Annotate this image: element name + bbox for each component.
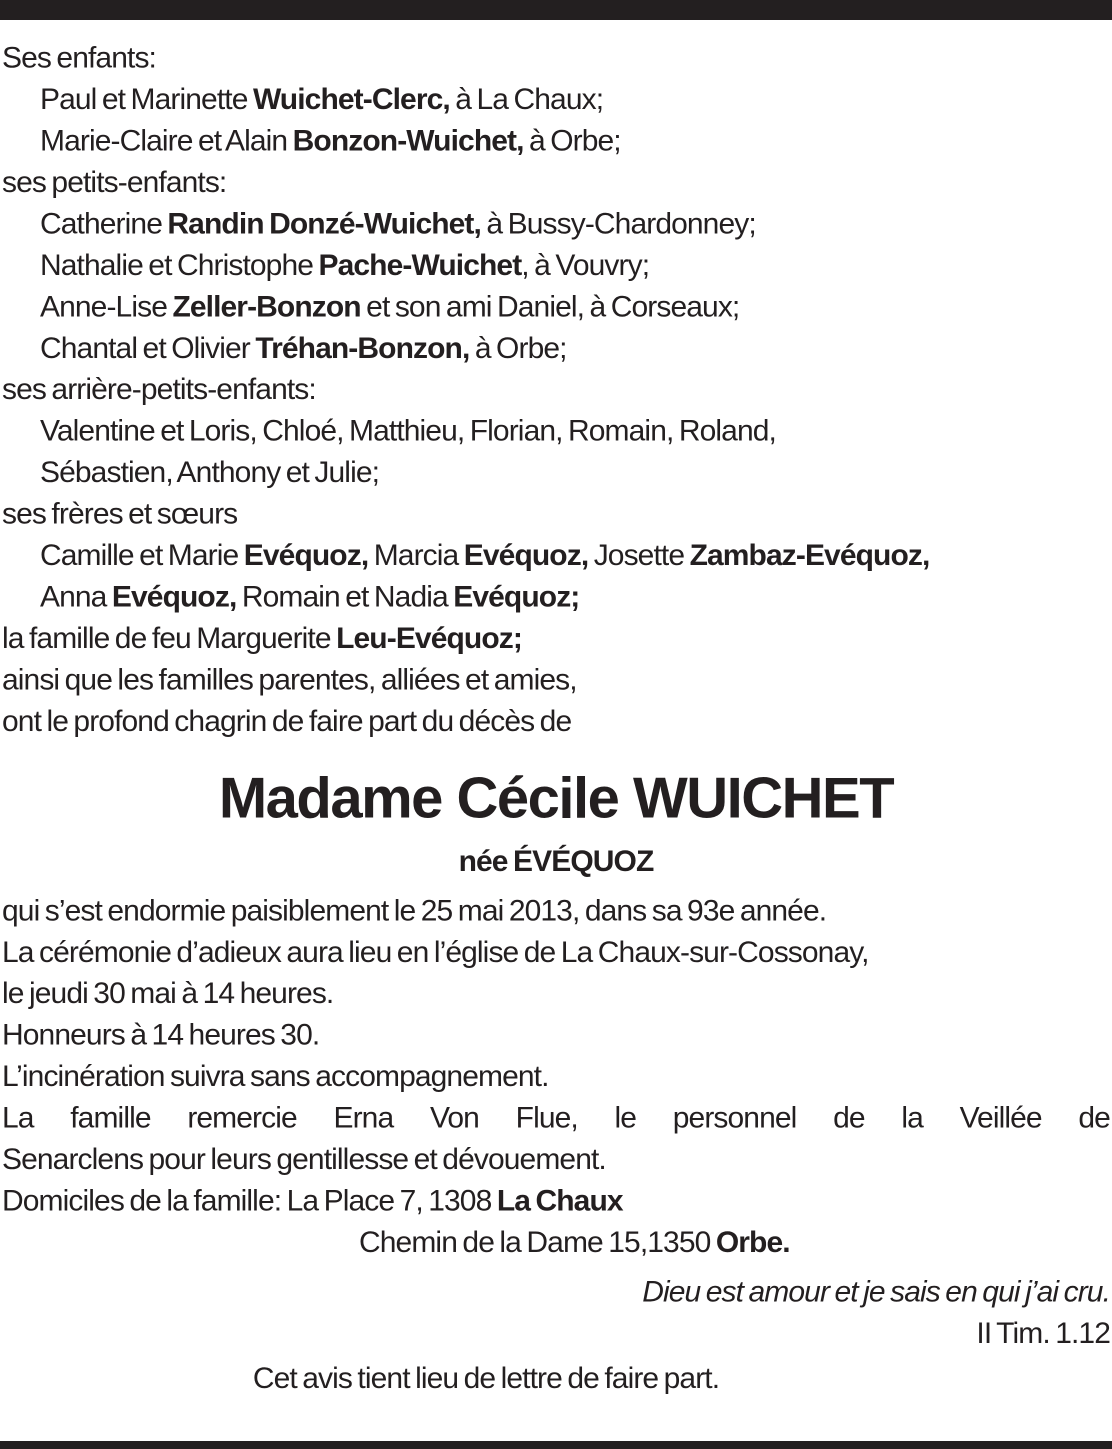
greatgrandchildren-header: ses arrière-petits-enfants:	[2, 373, 316, 407]
greatgrandchildren-line: Sébastien, Anthony et Julie;	[40, 456, 380, 490]
child-line: Paul et Marinette Wuichet-Clerc, à La Chaux;	[40, 83, 604, 116]
top-rule	[0, 0, 1112, 20]
siblings-line: Camille et Marie Evéquoz, Marcia Evéquoz, Josette Zambaz-Evéquoz,	[40, 539, 930, 572]
siblings-header: ses frères et sœurs	[2, 497, 238, 531]
children-header: Ses enfants:	[2, 41, 156, 75]
grandchild-line: Catherine Randin Donzé-Wuichet, à Bussy-Chardonney;	[40, 207, 756, 241]
child-line: Marie-Claire et Alain Bonzon-Wuichet, à Orbe;	[40, 124, 621, 158]
greatgrandchildren-line: Valentine et Loris, Chloé, Matthieu, Florian, Romain, Roland,	[40, 415, 776, 448]
grandchild-line: Chantal et Olivier Tréhan-Bonzon, à Orbe;	[40, 332, 567, 365]
siblings-line: Anna Evéquoz, Romain et Nadia Evéquoz;	[40, 580, 580, 614]
scripture-quote: Dieu est amour et je sais en qui j’ai cru.	[642, 1275, 1110, 1309]
grandchildren-header: ses petits-enfants:	[2, 166, 227, 199]
detail-line: qui s’est endormie paisiblement le 25 mai 2013, dans sa 93e année.	[2, 894, 827, 928]
grandchild-line: Anne-Lise Zeller-Bonzon et son ami Daniel, à Corseaux;	[40, 290, 740, 324]
grandchild-line: Nathalie et Christophe Pache-Wuichet, à Vouvry;	[40, 249, 650, 282]
family-line: la famille de feu Marguerite Leu-Evéquoz;	[2, 622, 522, 655]
thanks-line-2: Senarclens pour leurs gentillesse et dévouement.	[2, 1143, 606, 1176]
scripture-reference: II Tim. 1.12	[976, 1317, 1110, 1350]
relatives-line: ainsi que les familles parentes, alliées et amies,	[2, 663, 577, 697]
address-line: Domiciles de la famille: La Place 7, 1308 La Chaux	[2, 1184, 623, 1218]
bottom-rule	[0, 1441, 1112, 1449]
detail-line: le jeudi 30 mai à 14 heures.	[2, 977, 334, 1011]
detail-line: Honneurs à 14 heures 30.	[2, 1019, 320, 1052]
address-line-2: Chemin de la Dame 15,1350 Orbe.	[359, 1226, 790, 1259]
quote-block	[2, 1272, 1110, 1355]
obituary-notice	[2, 38, 1110, 1400]
announce-line: ont le profond chagrin de faire part du décès de	[2, 705, 572, 738]
thanks-line: La famille remercie Erna Von Flue, le personnel de la Veillée de	[2, 1101, 1110, 1135]
detail-line: La cérémonie d’adieux aura lieu en l’église de La Chaux-sur-Cossonay,	[2, 936, 869, 969]
closing-note: Cet avis tient lieu de lettre de faire part.	[252, 1362, 720, 1396]
deceased-name: Madame Cécile WUICHET	[218, 766, 894, 831]
detail-line: L’incinération suivra sans accompagnement.	[2, 1060, 549, 1094]
maiden-name: née ÉVÉQUOZ	[458, 845, 654, 878]
